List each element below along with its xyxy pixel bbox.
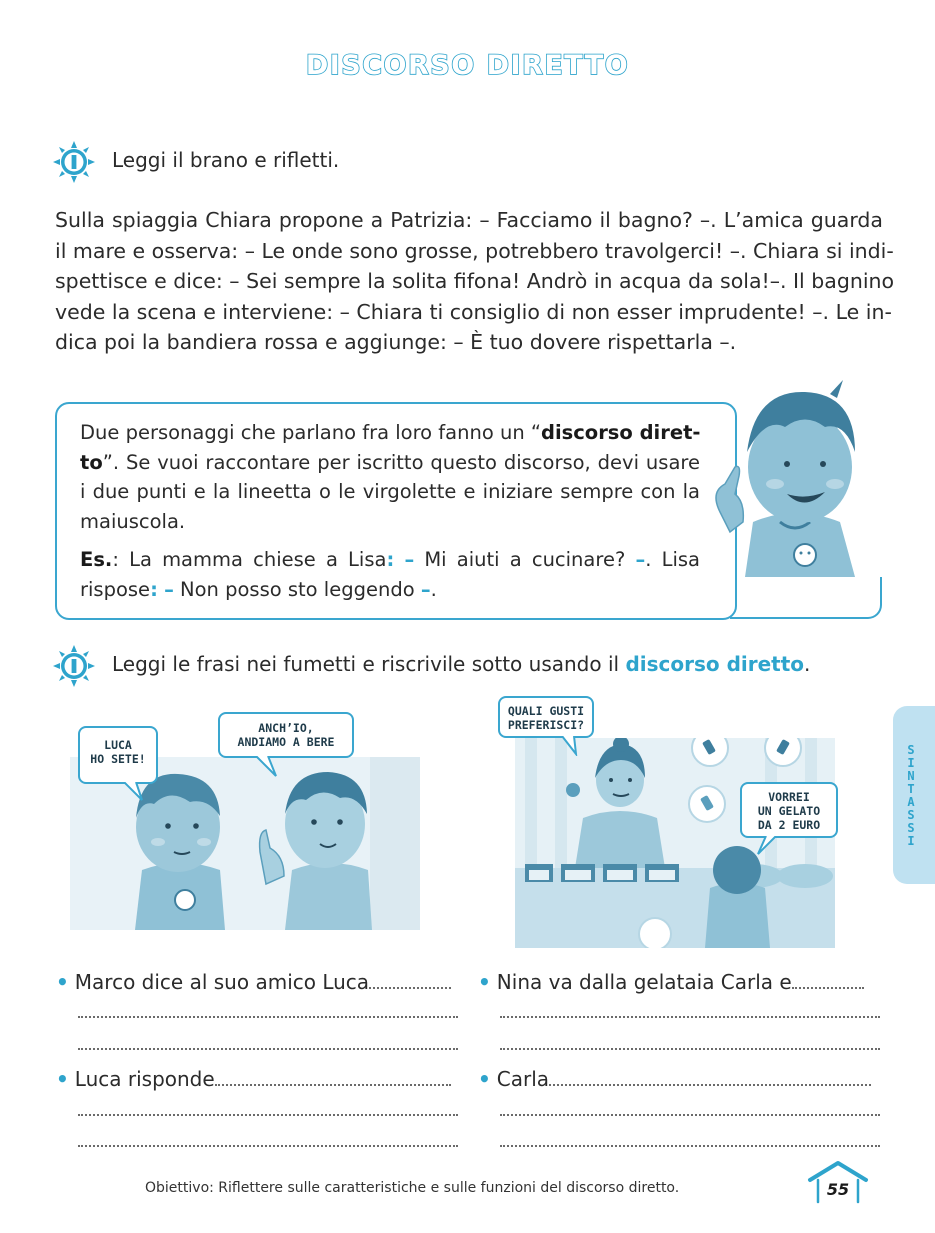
answer-line-marco[interactable] <box>56 970 458 994</box>
page-title: DISCORSO DIRETTO <box>305 50 630 81</box>
answer-prompt: Nina va dalla gelataia Carla e <box>496 970 792 994</box>
example-text: Non posso sto leggendo <box>173 577 421 601</box>
dotted-blank[interactable] <box>500 1114 880 1116</box>
footer-objective: Obiettivo: Riflettere sulle caratteristiche e sulle funzioni del discorso diretto. <box>145 1180 680 1196</box>
passage-line: dica poi la bandiera rossa e aggiunge: – È tuo dovere rispettarla –. <box>55 330 737 354</box>
bubble-tail <box>252 756 282 778</box>
page-number: 55 <box>826 1180 850 1199</box>
bubble-line: ANDIAMO A BERE <box>237 735 335 749</box>
bullet-icon: • <box>478 1067 491 1091</box>
dotted-blank[interactable] <box>500 1048 880 1050</box>
rule-keyword: to <box>80 450 103 474</box>
dotted-blank[interactable] <box>78 1016 458 1018</box>
dotted-blank[interactable] <box>500 1016 880 1018</box>
bubble-line: HO SETE! <box>90 752 146 766</box>
example-text: : La mamma chiese a Lisa <box>112 548 387 571</box>
bubble-line: DA 2 EURO <box>757 818 821 832</box>
reading-passage <box>55 205 895 358</box>
speech-bubble-marco <box>218 712 354 758</box>
exercise-sun-icon <box>52 644 96 688</box>
example-colon: : <box>150 577 158 601</box>
dotted-blank[interactable] <box>549 1084 871 1086</box>
rule-text-part: Due personaggi che parlano fra loro fanno un “ <box>80 421 541 444</box>
rule-text-line: maiuscola. <box>80 509 186 533</box>
instruction-text: Leggi le frasi nei fumetti e riscrivile sotto usando il <box>112 652 626 676</box>
passage-line: spettisce e dice: – Sei sempre la solita fifona! Andrò in acqua da sola!–. Il bagnino <box>55 269 895 293</box>
rule-box-tail <box>730 577 882 619</box>
bubble-line: QUALI GUSTI <box>507 704 585 718</box>
example-dash: – <box>635 548 646 571</box>
passage-line: Sulla spiaggia Chiara propone a Patrizia: – Facciamo il bagno? –. L’amica guarda <box>55 208 883 232</box>
speech-bubble-carla <box>498 696 594 738</box>
bubble-line: UN GELATO <box>757 804 821 818</box>
bubble-tail <box>120 782 150 804</box>
bubble-line: ANCH’IO, <box>258 721 314 735</box>
rule-keyword: discorso diret- <box>540 421 701 444</box>
example-colon: : <box>386 548 395 571</box>
answer-line-carla[interactable] <box>478 1067 880 1091</box>
rule-text-line: i due punti e la lineetta o le virgolette e iniziare sempre con la <box>80 480 700 503</box>
rule-text-part: ”. Se vuoi raccontare per iscritto questo discorso, devi usare <box>102 450 700 474</box>
passage-line: il mare e osserva: – Le onde sono grosse, potrebbero travolgerci! –. Chiara si indi- <box>55 238 894 263</box>
bubble-tail <box>560 736 584 756</box>
answer-line-luca[interactable] <box>56 1067 458 1091</box>
instruction-text: . <box>804 652 811 676</box>
example-label: Es. <box>80 548 113 571</box>
instruction-highlight: discorso diretto <box>625 652 805 676</box>
speech-bubble-nina <box>740 782 838 838</box>
example-dash: – <box>164 577 174 601</box>
dotted-blank[interactable] <box>369 987 451 989</box>
exercise1-instruction: Leggi il brano e rifletti. <box>112 148 340 172</box>
section-tab-label: SINTASSI <box>907 743 915 848</box>
bullet-icon: • <box>56 1067 69 1091</box>
answer-prompt: Carla <box>496 1067 550 1091</box>
boy-pointing-illustration <box>705 372 885 577</box>
dotted-blank[interactable] <box>78 1114 458 1116</box>
example-text: . Lisa <box>645 548 700 571</box>
dotted-blank[interactable] <box>78 1048 458 1050</box>
speech-bubble-luca <box>78 726 158 784</box>
answer-prompt: Luca risponde <box>74 1067 215 1091</box>
dotted-blank[interactable] <box>215 1084 451 1086</box>
exercise-sun-icon <box>52 140 96 184</box>
dotted-blank[interactable] <box>500 1145 880 1147</box>
bubble-line: PREFERISCI? <box>507 718 585 732</box>
exercise2-instruction <box>112 652 810 676</box>
example-text: Mi aiuti a cucinare? <box>414 548 636 571</box>
example-dash: – <box>420 577 431 601</box>
dotted-blank[interactable] <box>78 1145 458 1147</box>
bubble-tail <box>756 836 780 856</box>
bubble-line: LUCA <box>104 738 132 752</box>
rule-text <box>80 418 700 604</box>
bubble-line: VORREI <box>768 790 810 804</box>
ice-cream-shop-illustration <box>515 738 835 948</box>
example-text: rispose <box>80 577 151 601</box>
answer-prompt: Marco dice al suo amico Luca <box>74 970 370 994</box>
bullet-icon: • <box>478 970 491 994</box>
bullet-icon: • <box>56 970 69 994</box>
answer-line-nina[interactable] <box>478 970 880 994</box>
dotted-blank[interactable] <box>792 987 864 989</box>
example-text: . <box>430 577 437 601</box>
example-dash: – <box>404 548 415 571</box>
passage-line: vede la scena e interviene: – Chiara ti consiglio di non esser imprudente! –. Le in- <box>55 299 892 324</box>
